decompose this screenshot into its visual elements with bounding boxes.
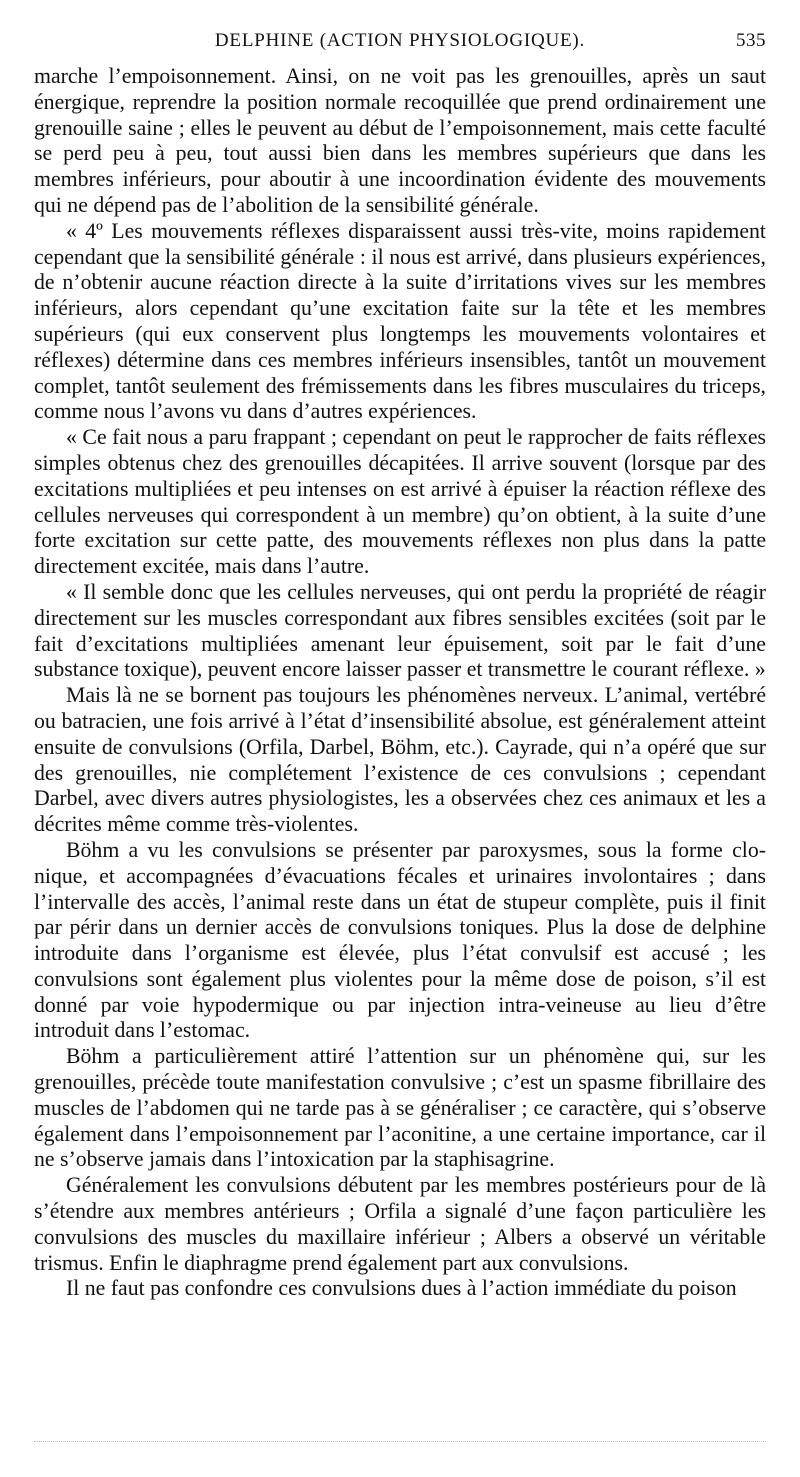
paragraph: « Il semble donc que les cellules nerveuses, qui ont perdu la propriété de réagir directement sur les muscles correspondant aux fibres sensibles excitées (soit par le fait d’excitations multipliées amenant leur épuisement, soit par le fait d’une substance toxique), peuvent encore laisser passer et transmettre le courant réflexe. » [34, 579, 766, 682]
paragraph-continued: marche l’empoisonnement. Ainsi, on ne voit pas les grenouilles, après un saut énergique, reprendre la position normale recoquillée que prend ordinairement une grenouille saine ; elles le peuvent au début de l’empoisonnement, mais cette faculté se perd peu à peu, tout aussi bien dans les membres supérieurs que dans les membres inférieurs, pour aboutir à une incoordination évidente des mouvements qui ne dépend pas de l’abolition de la sensibilité générale. [34, 64, 766, 217]
body-text [34, 64, 766, 1302]
paragraph: « Ce fait nous a paru frappant ; cependant on peut le rapprocher de faits réflexes simples obtenus chez des grenouilles décapitées. Il arrive souvent (lorsque par des excitations multipliées et peu intenses on est arrivé à épuiser la réaction réflexe des cellules nerveuses qui correspondent à un membre) qu’on obtient, à la suite d’une forte excitation sur cette patte, des mouvements réflexes non plus dans la patte directement excitée, mais dans l’autre. [34, 425, 766, 579]
paragraph: Mais là ne se bornent pas toujours les phénomènes nerveux. L’animal, vertébré ou batracien, une fois arrivé à l’état d’insensibilité absolue, est généralement atteint ensuite de convulsions (Orfila, Darbel, Böhm, etc.). Cayrade, qui n’a opéré que sur des grenouilles, nie complétement l’existence de ces convulsions ; cependant Darbel, avec divers autres physiologistes, les a observées chez ces animaux et les a décrites même comme très-violentes. [34, 683, 766, 837]
page-number: 535 [736, 30, 766, 51]
running-head-title: DELPHINE (ACTION PHYSIOLOGIQUE). [214, 30, 586, 51]
paragraph: Généralement les convulsions débutent par les membres postérieurs pour de là s’étendre aux membres antérieurs ; Orfila a signalé d’une façon particulière les convulsions des muscles du maxillaire inférieur ; Albers a observé un véritable trismus. Enfin le diaphragme prend également part aux convulsions. [34, 1173, 766, 1275]
bottom-bleed-line [34, 1441, 766, 1442]
running-head [34, 30, 766, 58]
paragraph: Böhm a vu les convulsions se présenter par paroxysmes, sous la forme clonique, et accompagnées d’évacuations fécales et urinaires involontaires ; dans l’intervalle des accès, l’animal reste dans un état de stupeur complète, puis il finit par périr dans un dernier accès de convulsions toniques. Plus la dose de delphine introduite dans l’organisme est élevée, plus l’état convulsif est accusé ; les convulsions sont également plus violentes pour la même dose de poison, s’il est donné par voie hypodermique ou par injection intra-veineuse au lieu d’être introduit dans l’estomac. [34, 837, 766, 1043]
paragraph: « 4º Les mouvements réflexes disparaissent aussi très-vite, moins rapidement cependant que la sensibilité générale : il nous est arrivé, dans plusieurs expériences, de n’obtenir aucune réaction directe à la suite d’irritations vives sur les membres inférieurs, alors cependant qu’une excitation faite sur la tête et les membres supérieurs (qui eux conservent plus longtemps les mouvements volontaires et réflexes) détermine dans ces membres inférieurs insensibles, tantôt un mouvement complet, tantôt seulement des frémissements dans les fibres musculaires du triceps, comme nous l’avons vu dans d’autres expériences. [34, 218, 766, 424]
paragraph: Il ne faut pas confondre ces convulsions dues à l’action immédiate du poison [66, 1276, 737, 1301]
paragraph: Böhm a particulièrement attiré l’attention sur un phénomène qui, sur les grenouilles, précède toute manifestation convulsive ; c’est un spasme fibrillaire des muscles de l’abdomen qui ne tarde pas à se généraliser ; ce caractère, qui s’observe également dans l’empoisonnement par l’aconitine, a une certaine importance, car il ne s’observe jamais dans l’intoxication par la staphisagrine. [34, 1044, 766, 1172]
